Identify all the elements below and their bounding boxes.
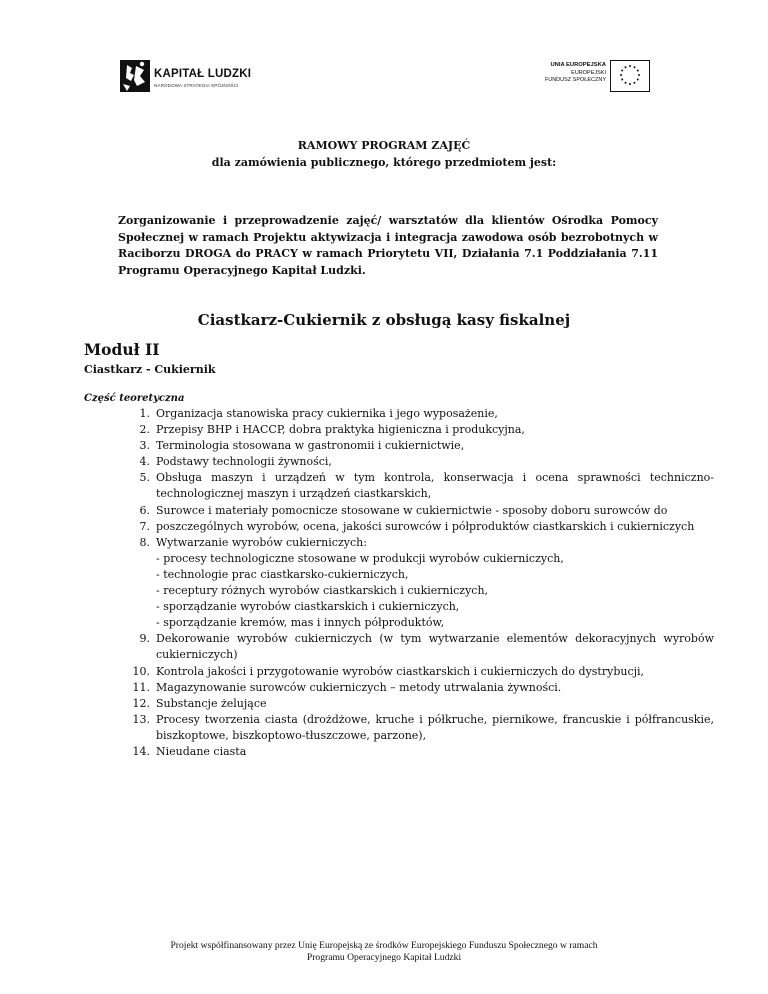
list-item-number: 12. xyxy=(132,696,150,710)
list-item-number: 6. xyxy=(139,503,150,517)
list-item xyxy=(84,664,714,680)
page-footer xyxy=(0,940,768,963)
eu-logo xyxy=(514,60,650,94)
list-item-number: 3. xyxy=(139,439,150,453)
list-item-number: 1. xyxy=(139,407,150,420)
topics-list xyxy=(84,406,714,760)
list-item xyxy=(84,696,714,712)
kapital-ludzki-emblem-icon xyxy=(118,56,152,96)
kapital-ludzki-subtitle: NARODOWA STRATEGIA SPÓJNOŚCI xyxy=(154,83,239,88)
kapital-ludzki-logo xyxy=(118,56,268,100)
list-item xyxy=(84,470,714,502)
part-heading: Część teoretyczna xyxy=(84,393,185,404)
list-item xyxy=(84,438,714,454)
course-title: Ciastkarz-Cukiernik z obsługą kasy fiskalnej xyxy=(197,311,571,329)
list-item-number: 4. xyxy=(139,455,150,469)
eu-logo-text xyxy=(545,62,606,85)
list-item-text: Kontrola jakości i przygotowanie wyrobów ciastkarskich i cukierniczych do dystrybucji, xyxy=(156,664,645,678)
list-item-number: 11. xyxy=(132,680,150,694)
list-item xyxy=(84,744,714,760)
sub-item: - sporządzanie kremów, mas i innych półproduktów, xyxy=(156,616,445,630)
document-subtitle: dla zamówienia publicznego, którego przedmiotem jest: xyxy=(211,156,557,169)
list-item xyxy=(84,631,714,663)
list-item-text: Terminologia stosowana w gastronomii i cukiernictwie, xyxy=(156,439,465,453)
list-item-text: Podstawy technologii żywności, xyxy=(156,455,332,469)
list-item-number: 9. xyxy=(139,632,150,646)
list-item-text: Obsługa maszyn i urządzeń w tym kontrola, konserwacja i ocena sprawności techniczno-technologicznej maszyn i urządzeń ciastkarskich, xyxy=(156,471,714,501)
list-item xyxy=(84,535,714,632)
list-item-text: poszczególnych wyrobów, ocena, jakości surowców i półproduktów ciastkarskich i cukierniczych xyxy=(156,519,695,533)
list-item-text: Surowce i materiały pomocnicze stosowane w cukiernictwie - sposoby doboru surowców do xyxy=(156,503,668,517)
list-item-text: Procesy tworzenia ciasta (drożdżowe, kruche i półkruche, piernikowe, francuskie i półfrancuskie, biszkoptowe, biszkoptowo-tłuszczowe, parzone), xyxy=(156,712,714,742)
list-item-text: Wytwarzanie wyrobów cukierniczych: xyxy=(156,535,367,549)
kapital-ludzki-name: KAPITAŁ LUDZKI xyxy=(154,68,252,80)
intro-paragraph: Zorganizowanie i przeprowadzenie zajęć/ warsztatów dla klientów Ośrodka Pomocy Społecznej w ramach Projektu aktywizacja i integracja zawodowa osób bezrobotnych w Raciborzu DROGA do PRACY w ramach Priorytetu VII, Działania 7.1 Poddziałania 7.11 Programu Operacyjnego Kapitał Ludzki. xyxy=(118,214,658,277)
sub-item: - receptury różnych wyrobów ciastkarskich i cukierniczych, xyxy=(156,584,489,598)
eu-logo-line1: UNIA EUROPEJSKA xyxy=(550,62,606,68)
list-item-text: Organizacja stanowiska pracy cukiernika i jego wyposażenie, xyxy=(156,407,498,420)
list-item-number: 8. xyxy=(139,535,150,549)
list-item-number: 2. xyxy=(139,423,150,437)
list-item xyxy=(84,503,714,519)
module-heading: Moduł II xyxy=(84,340,160,359)
footer-line2: Programu Operacyjnego Kapitał Ludzki xyxy=(306,951,462,963)
module-subtitle: Ciastkarz - Cukiernik xyxy=(84,363,216,376)
list-item-text: Dekorowanie wyrobów cukierniczych (w tym wytwarzanie elementów dekoracyjnych wyrobów cukierniczych) xyxy=(156,632,714,662)
list-item xyxy=(84,406,714,422)
sub-item: - sporządzanie wyrobów ciastkarskich i cukierniczych, xyxy=(156,600,460,614)
list-item-number: 14. xyxy=(132,744,150,758)
list-item-number: 10. xyxy=(132,664,150,678)
eu-logo-line3: FUNDUSZ SPOŁECZNY xyxy=(544,77,606,83)
list-item xyxy=(84,519,714,535)
list-item-number: 13. xyxy=(132,712,150,726)
footer-line1: Projekt współfinansowany przez Unię Europejską ze środków Europejskiego Funduszu Społecznego w ramach xyxy=(170,940,598,951)
eu-flag-icon xyxy=(610,60,650,92)
list-item-text: Nieudane ciasta xyxy=(156,744,247,758)
list-item xyxy=(84,712,714,744)
list-item-number: 5. xyxy=(139,471,150,485)
sub-item: - technologie prac ciastkarsko-cukierniczych, xyxy=(156,567,409,581)
list-item-text: Przepisy BHP i HACCP, dobra praktyka higieniczna i produkcyjna, xyxy=(156,423,525,437)
sub-item: - procesy technologiczne stosowane w produkcji wyrobów cukierniczych, xyxy=(156,551,564,565)
list-item xyxy=(84,680,714,696)
document-title: RAMOWY PROGRAM ZAJĘĆ xyxy=(297,139,471,152)
list-item-number: 7. xyxy=(139,519,150,533)
list-item-text: Substancje żelujące xyxy=(156,696,267,710)
eu-logo-line2: EUROPEJSKI xyxy=(571,69,606,76)
list-item xyxy=(84,422,714,438)
list-item xyxy=(84,454,714,470)
list-item-text: Magazynowanie surowców cukierniczych – metody utrwalania żywności. xyxy=(156,680,562,694)
